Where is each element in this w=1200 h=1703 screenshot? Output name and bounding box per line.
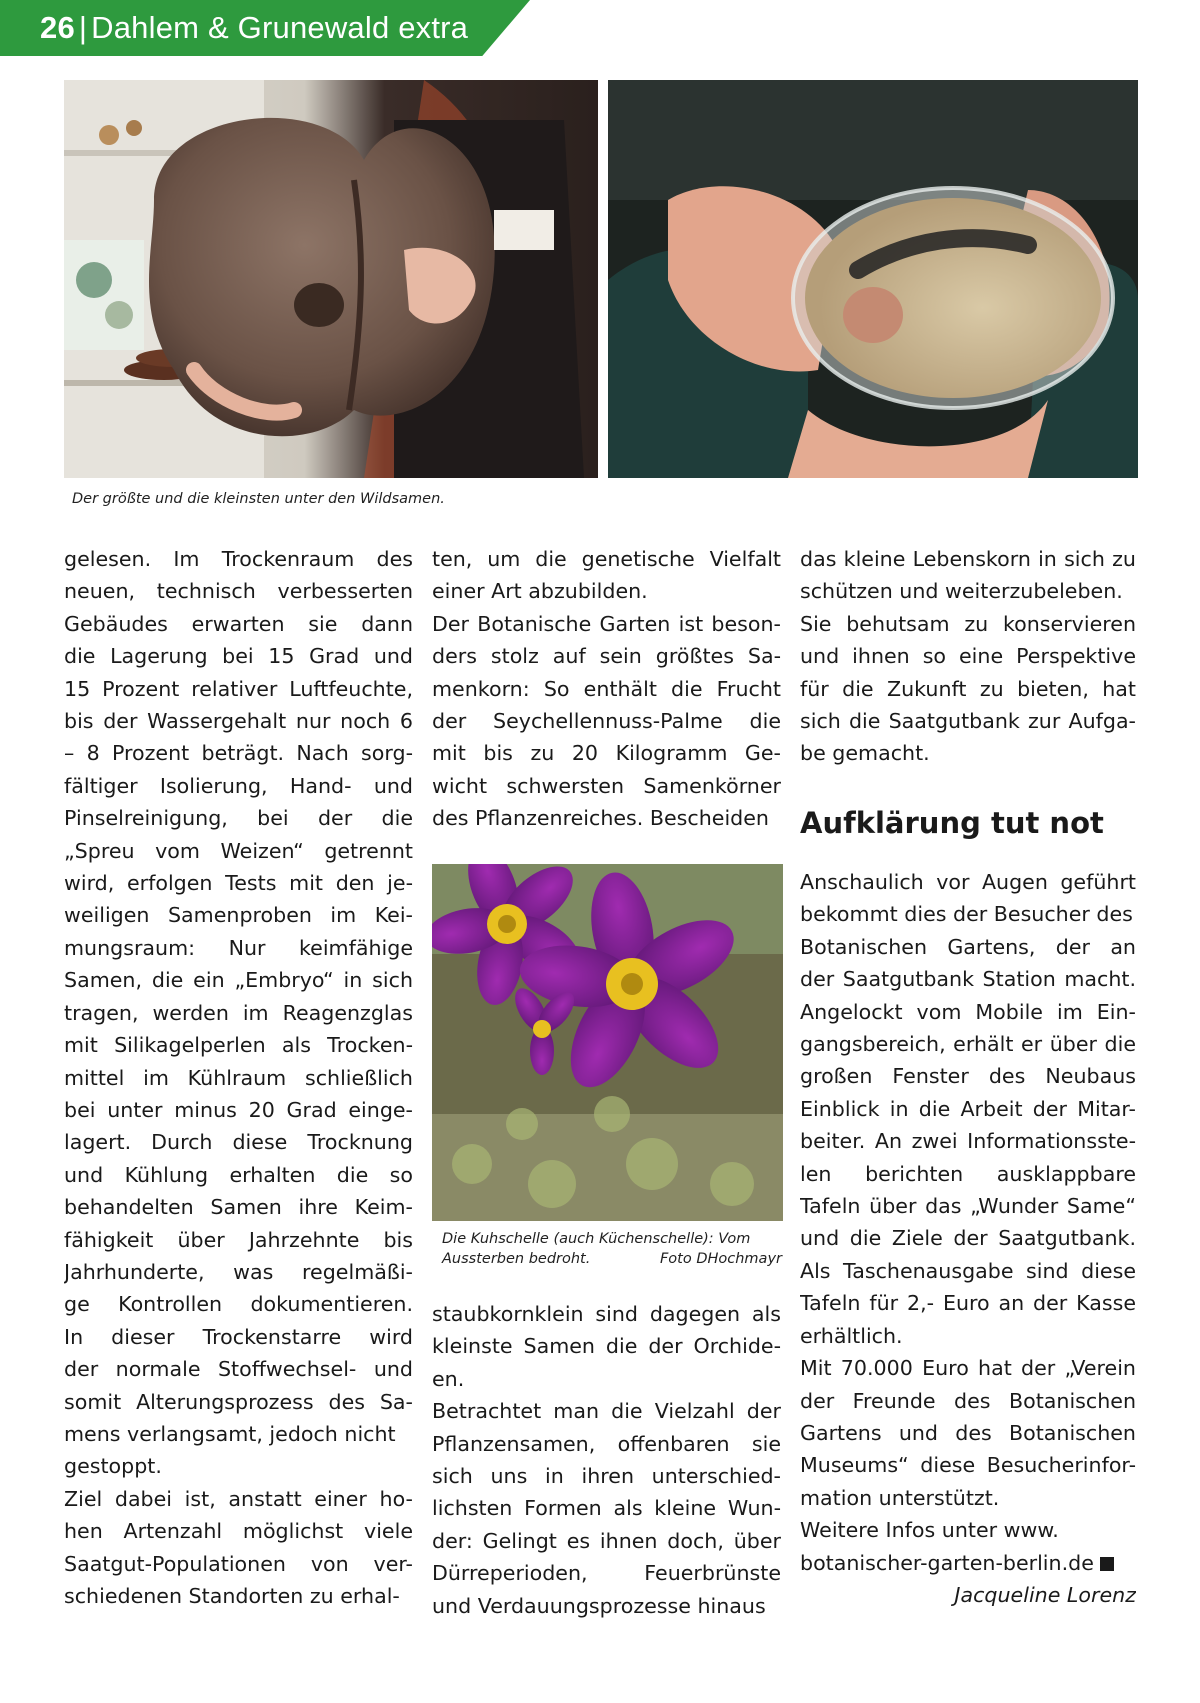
article-column-2-top bbox=[432, 543, 781, 835]
text-line: ders stolz auf sein größtes Sa- bbox=[432, 644, 781, 669]
column-2-top-lines bbox=[432, 543, 781, 835]
text-line: neuen, technisch verbesserten bbox=[64, 579, 413, 604]
flower-caption-text: Aussterben bedroht. bbox=[442, 1251, 591, 1267]
column-1-lines bbox=[64, 543, 413, 1612]
text-line: Pinselreinigung, bei der die bbox=[64, 806, 413, 831]
column-3-bottom-lines bbox=[800, 866, 1136, 1579]
text-line: beiter. An zwei Informationsste- bbox=[800, 1129, 1136, 1154]
text-line: be gemacht. bbox=[800, 741, 930, 766]
text-line: bekommt dies der Besucher des bbox=[800, 902, 1133, 927]
article-column-3-top bbox=[800, 543, 1136, 770]
text-line: der: Gelingt es ihnen doch, über bbox=[432, 1528, 781, 1553]
text-line: somit Alterungsprozess des Sa- bbox=[64, 1389, 413, 1414]
text-line: erhältlich. bbox=[800, 1323, 903, 1348]
text-line: und ihnen so eine Perspektive bbox=[800, 644, 1136, 669]
text-line: gestoppt. bbox=[64, 1454, 162, 1479]
text-line: Pflanzensamen, offenbaren sie bbox=[432, 1431, 781, 1456]
column-2-bottom-lines bbox=[432, 1298, 781, 1622]
text-line: en. bbox=[432, 1366, 465, 1391]
page-number: 26 bbox=[40, 10, 75, 45]
text-line: mit Silikagelperlen als Trocken- bbox=[64, 1033, 413, 1058]
text-line: behandelten Samen ihre Keim- bbox=[64, 1195, 413, 1220]
text-line: Dürreperioden, Feuerbrünste bbox=[432, 1561, 781, 1586]
flower-caption-line-1: Die Kuhschelle (auch Küchenschelle): Vom bbox=[442, 1231, 751, 1247]
photo-coco-de-mer-graphic bbox=[64, 80, 598, 478]
text-line: für die Zukunft zu bieten, hat bbox=[800, 676, 1136, 701]
text-line: Weitere Infos unter www. bbox=[800, 1518, 1059, 1543]
text-line: tragen, werden im Reagenzglas bbox=[64, 1000, 413, 1025]
text-line: wird, erfolgen Tests mit den je- bbox=[64, 871, 413, 896]
header-separator: | bbox=[78, 10, 88, 45]
photo-petri-dish-graphic bbox=[608, 80, 1138, 478]
text-line: der normale Stoffwechsel- und bbox=[64, 1357, 413, 1382]
text-line: Sie behutsam zu konservieren bbox=[800, 611, 1136, 636]
text-line: gangsbereich, erhält er über die bbox=[800, 1032, 1136, 1057]
text-line: Betrachtet man die Vielzahl der bbox=[432, 1399, 781, 1424]
text-line: hen Artenzahl möglichst viele bbox=[64, 1519, 413, 1544]
text-line: Gartens und des Botanischen bbox=[800, 1420, 1136, 1445]
text-line: Mit 70.000 Euro hat der „Verein bbox=[800, 1356, 1136, 1381]
section-heading: Aufklärung tut not bbox=[800, 806, 1104, 840]
text-line: und Kühlung erhalten die so bbox=[64, 1162, 413, 1187]
text-line: lichsten Formen als kleine Wun- bbox=[432, 1496, 781, 1521]
flower-photo-caption bbox=[442, 1229, 782, 1269]
text-line: Einblick in die Arbeit der Mitar- bbox=[800, 1096, 1136, 1121]
text-line: Saatgut-Populationen von ver- bbox=[64, 1551, 413, 1576]
text-line: menkorn: So enthält die Frucht bbox=[432, 676, 781, 701]
photo-petri-dish bbox=[608, 80, 1138, 478]
text-line: der Freunde des Botanischen bbox=[800, 1388, 1136, 1413]
text-line: mittel im Kühlraum schließlich bbox=[64, 1065, 413, 1090]
top-photos-caption: Der größte und die kleinsten unter den Wildsamen. bbox=[72, 491, 445, 507]
text-line: Botanischen Gartens, der an bbox=[800, 934, 1136, 959]
text-line: ten, um die genetische Vielfalt bbox=[432, 547, 781, 571]
text-line: mens verlangsamt, jedoch nicht bbox=[64, 1421, 396, 1446]
end-of-article-mark bbox=[1100, 1557, 1114, 1571]
text-line: gelesen. Im Trockenraum des bbox=[64, 547, 413, 571]
text-line: len berichten ausklappbare bbox=[800, 1161, 1136, 1186]
text-line: und die Ziele der Saatgutbank. bbox=[800, 1226, 1136, 1251]
text-line: – 8 Prozent beträgt. Nach sorg- bbox=[64, 741, 413, 766]
text-line: lagert. Durch diese Trocknung bbox=[64, 1130, 413, 1155]
text-line: das kleine Lebenskorn in sich zu bbox=[800, 547, 1136, 571]
text-line: 15 Prozent relativer Luftfeuchte, bbox=[64, 676, 413, 701]
section-title: Dahlem & Grunewald extra bbox=[91, 10, 469, 45]
text-line: wicht schwersten Samenkörner bbox=[432, 773, 781, 798]
text-line: Samen, die ein „Embryo“ in sich bbox=[64, 968, 413, 993]
text-line: der Seychellennuss-Palme die bbox=[432, 709, 781, 734]
text-line: bei unter minus 20 Grad einge- bbox=[64, 1097, 413, 1122]
column-3-top-lines bbox=[800, 543, 1136, 770]
text-line: sich uns in ihren unterschied- bbox=[432, 1464, 781, 1489]
article-column-3-bottom bbox=[800, 866, 1136, 1611]
text-line: mit bis zu 20 Kilogramm Ge- bbox=[432, 741, 781, 766]
text-line: des Pflanzenreiches. Bescheiden bbox=[432, 806, 769, 831]
text-line: schiedenen Standorten zu erhal- bbox=[64, 1584, 400, 1608]
text-line: Tafeln für 2,- Euro an der Kasse bbox=[800, 1291, 1136, 1316]
text-line: und Verdauungsprozesse hinaus bbox=[432, 1593, 766, 1618]
text-line: Jahrhunderte, was regelmäßi- bbox=[64, 1259, 413, 1284]
text-line: sich die Saatgutbank zur Aufga- bbox=[800, 709, 1136, 734]
text-line: fähigkeit über Jahrzehnte bis bbox=[64, 1227, 413, 1252]
text-line: bis der Wassergehalt nur noch 6 bbox=[64, 709, 413, 734]
text-line: fältiger Isolierung, Hand- und bbox=[64, 773, 413, 798]
author-name: Jacqueline Lorenz bbox=[954, 1582, 1136, 1607]
text-line: „Spreu vom Weizen“ getrennt bbox=[64, 838, 413, 863]
text-line: Angelockt vom Mobile im Ein- bbox=[800, 999, 1136, 1024]
section-header bbox=[40, 10, 468, 46]
photo-pasque-flower-graphic bbox=[432, 864, 783, 1221]
text-line: Museums“ diese Besucherinfor- bbox=[800, 1453, 1136, 1478]
photo-pasque-flower bbox=[432, 864, 783, 1221]
text-line: Anschaulich vor Augen geführt bbox=[800, 870, 1136, 894]
text-line: Als Taschenausgabe sind diese bbox=[800, 1258, 1136, 1283]
flower-caption-line-2 bbox=[442, 1249, 782, 1269]
text-line: schützen und weiterzubeleben. bbox=[800, 579, 1123, 604]
text-line: mation unterstützt. bbox=[800, 1485, 1000, 1510]
article-column-2-bottom bbox=[432, 1298, 781, 1622]
text-line: der Saatgutbank Station macht. bbox=[800, 967, 1136, 992]
text-line: staubkornklein sind dagegen als bbox=[432, 1302, 781, 1326]
text-line: In dieser Trockenstarre wird bbox=[64, 1324, 413, 1349]
text-line: Tafeln über das „Wunder Same“ bbox=[800, 1194, 1136, 1219]
text-line: ge Kontrollen dokumentieren. bbox=[64, 1292, 413, 1317]
text-line: kleinste Samen die der Orchide- bbox=[432, 1334, 781, 1359]
text-line: die Lagerung bei 15 Grad und bbox=[64, 644, 413, 669]
text-line: weiligen Samenproben im Kei- bbox=[64, 903, 413, 928]
text-line: botanischer-garten-berlin.de bbox=[800, 1547, 1136, 1579]
text-line: Ziel dabei ist, anstatt einer ho- bbox=[64, 1486, 413, 1511]
photo-credit: Foto DHochmayr bbox=[659, 1251, 782, 1267]
text-line: mungsraum: Nur keimfähige bbox=[64, 935, 413, 960]
text-line: Gebäudes erwarten sie dann bbox=[64, 611, 413, 636]
text-line: großen Fenster des Neubaus bbox=[800, 1064, 1136, 1089]
text-line: Der Botanische Garten ist beson- bbox=[432, 611, 781, 636]
text-line: einer Art abzubilden. bbox=[432, 579, 648, 604]
article-column-1 bbox=[64, 543, 413, 1612]
photo-coco-de-mer bbox=[64, 80, 598, 478]
